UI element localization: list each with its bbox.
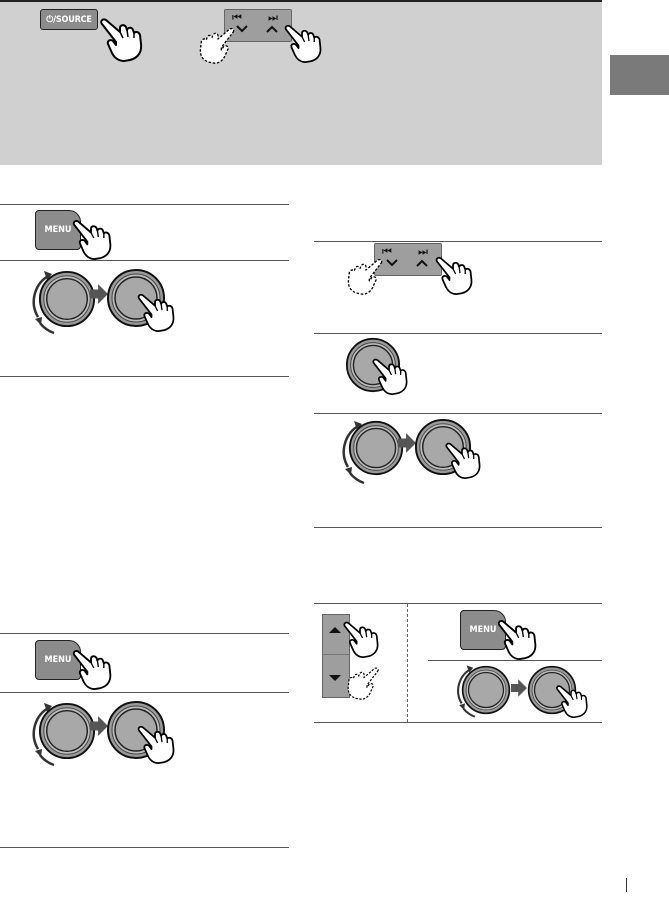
skip-forward-icon[interactable]: ⏭ — [418, 245, 428, 258]
rule — [314, 413, 602, 414]
dashed-divider — [407, 604, 408, 722]
rule — [314, 603, 602, 604]
hand-pointer-icon — [281, 21, 323, 63]
menu-button-label: MENU — [44, 655, 72, 665]
hand-pointer-icon — [369, 355, 409, 395]
hand-pointer-icon — [69, 216, 113, 260]
rule — [0, 692, 289, 693]
control-dial-icon[interactable] — [461, 665, 511, 715]
rule — [0, 847, 289, 848]
dial-sequence — [30, 262, 180, 348]
source-button-illustration — [40, 9, 155, 59]
skip-backward-icon[interactable]: ⏮ — [232, 11, 242, 24]
chevron-up-icon — [266, 25, 278, 33]
menu-button-label: MENU — [469, 625, 497, 635]
hand-pointer-icon — [494, 616, 538, 660]
header-skip-illustration — [196, 9, 321, 64]
source-button[interactable] — [40, 9, 98, 30]
rule — [314, 333, 602, 334]
section-tab — [610, 55, 669, 95]
hand-pointer-icon — [96, 14, 144, 62]
dial-sequence — [455, 662, 605, 722]
control-dial-icon[interactable] — [348, 420, 404, 476]
menu-button-illustration — [35, 640, 115, 688]
rule — [314, 722, 602, 723]
hand-pointer-icon — [442, 439, 482, 479]
rule — [0, 633, 289, 634]
rule — [0, 376, 289, 377]
control-dial-icon[interactable] — [38, 270, 96, 328]
dial-sequence — [340, 415, 490, 501]
chevron-up-icon — [416, 259, 428, 267]
hand-pointer-icon — [134, 290, 176, 332]
hand-pointer-icon — [553, 682, 589, 718]
chevron-down-icon — [386, 259, 398, 267]
rule — [428, 660, 602, 661]
dial-sequence — [30, 694, 180, 780]
dial-press-illustration — [345, 337, 415, 397]
hand-pointer-icon — [69, 646, 113, 690]
hand-pointer-dashed-icon — [346, 664, 382, 700]
tilt-down-icon[interactable] — [328, 674, 342, 682]
menu-button-illustration — [460, 610, 540, 658]
hand-pointer-icon — [134, 722, 176, 764]
hand-pointer-dashed-icon — [198, 24, 238, 64]
rule — [0, 204, 289, 205]
tilt-illustration — [318, 606, 398, 716]
hand-pointer-icon — [340, 618, 380, 658]
control-dial-icon[interactable] — [38, 702, 96, 760]
rule — [314, 527, 602, 528]
arrow-right-icon — [511, 679, 527, 697]
rule — [314, 241, 602, 242]
page-edge-mark — [626, 878, 627, 892]
hand-pointer-icon — [432, 253, 474, 295]
skip-backward-icon[interactable]: ⏮ — [382, 245, 392, 258]
menu-button-label: MENU — [44, 225, 72, 235]
hand-pointer-dashed-icon — [346, 255, 386, 295]
skip-forward-icon[interactable]: ⏭ — [268, 11, 278, 24]
rule — [0, 260, 289, 261]
menu-button-illustration — [35, 210, 115, 258]
source-button-label: ⏻/SOURCE — [46, 14, 92, 25]
skip-illustration — [346, 243, 476, 298]
